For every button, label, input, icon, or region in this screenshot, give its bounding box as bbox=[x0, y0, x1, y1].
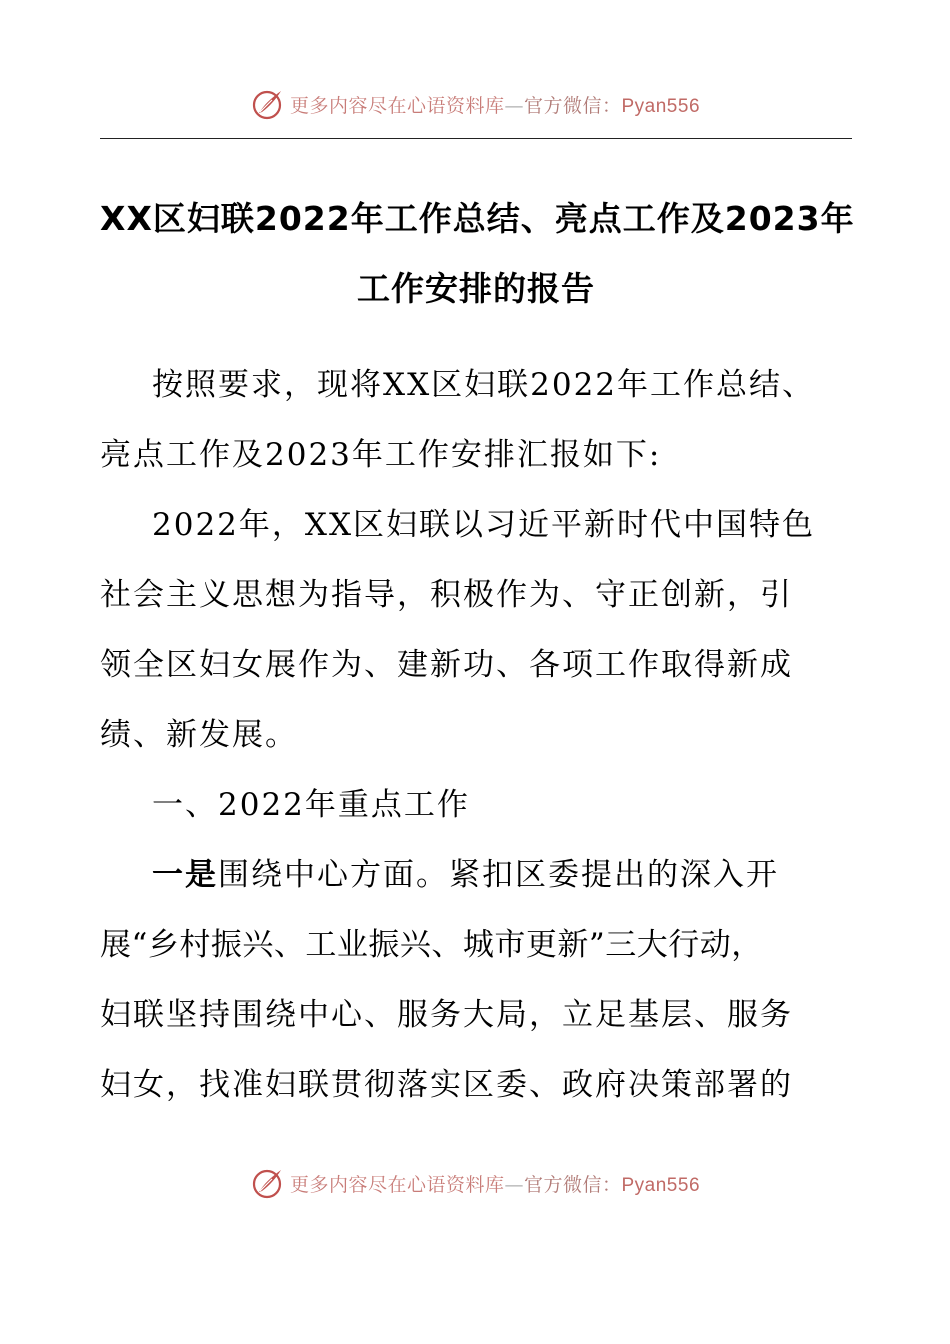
body-line: 妇女，找准妇联贯彻落实区委、政府决策部署的 bbox=[100, 1067, 793, 1103]
footer-banner bbox=[0, 1163, 950, 1203]
banner-slogan: 更多内容尽在心语资料库 bbox=[289, 1173, 505, 1196]
document-title-line-2: 工作安排的报告 bbox=[357, 269, 595, 308]
body-line: 亮点工作及2023年工作安排汇报如下: bbox=[100, 437, 662, 473]
header-banner bbox=[0, 84, 950, 124]
banner-wechat-label: 官方微信： bbox=[523, 1173, 622, 1196]
banner-wechat-id: Pyan556 bbox=[621, 95, 701, 117]
header-divider bbox=[100, 138, 852, 139]
banner-text bbox=[290, 1170, 700, 1197]
bold-lead: 一是 bbox=[152, 857, 218, 893]
body-line: 绩、新发展。 bbox=[100, 717, 298, 753]
banner-separator: — bbox=[504, 1173, 524, 1196]
banner-slogan: 更多内容尽在心语资料库 bbox=[289, 94, 505, 117]
banner-text bbox=[290, 91, 700, 118]
quill-logo-icon bbox=[250, 1166, 284, 1200]
body-line-text: 围绕中心方面。紧扣区委提出的深入开 bbox=[218, 857, 779, 893]
body-line: 按照要求，现将XX区妇联2022年工作总结、 bbox=[152, 367, 816, 403]
body-line bbox=[152, 855, 779, 895]
quill-logo-icon bbox=[250, 87, 284, 121]
body-line: 2022年，XX区妇联以习近平新时代中国特色 bbox=[152, 507, 816, 543]
body-line: 领全区妇女展作为、建新功、各项工作取得新成 bbox=[100, 647, 793, 683]
body-line: 妇联坚持围绕中心、服务大局，立足基层、服务 bbox=[100, 997, 793, 1033]
body-line: 社会主义思想为指导，积极作为、守正创新，引 bbox=[100, 577, 793, 613]
body-line: 展“乡村振兴、工业振兴、城市更新”三大行动， bbox=[100, 927, 763, 963]
document-title-line-1: XX区妇联2022年工作总结、亮点工作及2023年 bbox=[100, 199, 855, 238]
banner-wechat-id: Pyan556 bbox=[621, 1174, 701, 1196]
banner-wechat-label: 官方微信： bbox=[523, 94, 622, 117]
banner-separator: — bbox=[504, 94, 524, 117]
section-heading: 一、2022年重点工作 bbox=[152, 787, 470, 823]
